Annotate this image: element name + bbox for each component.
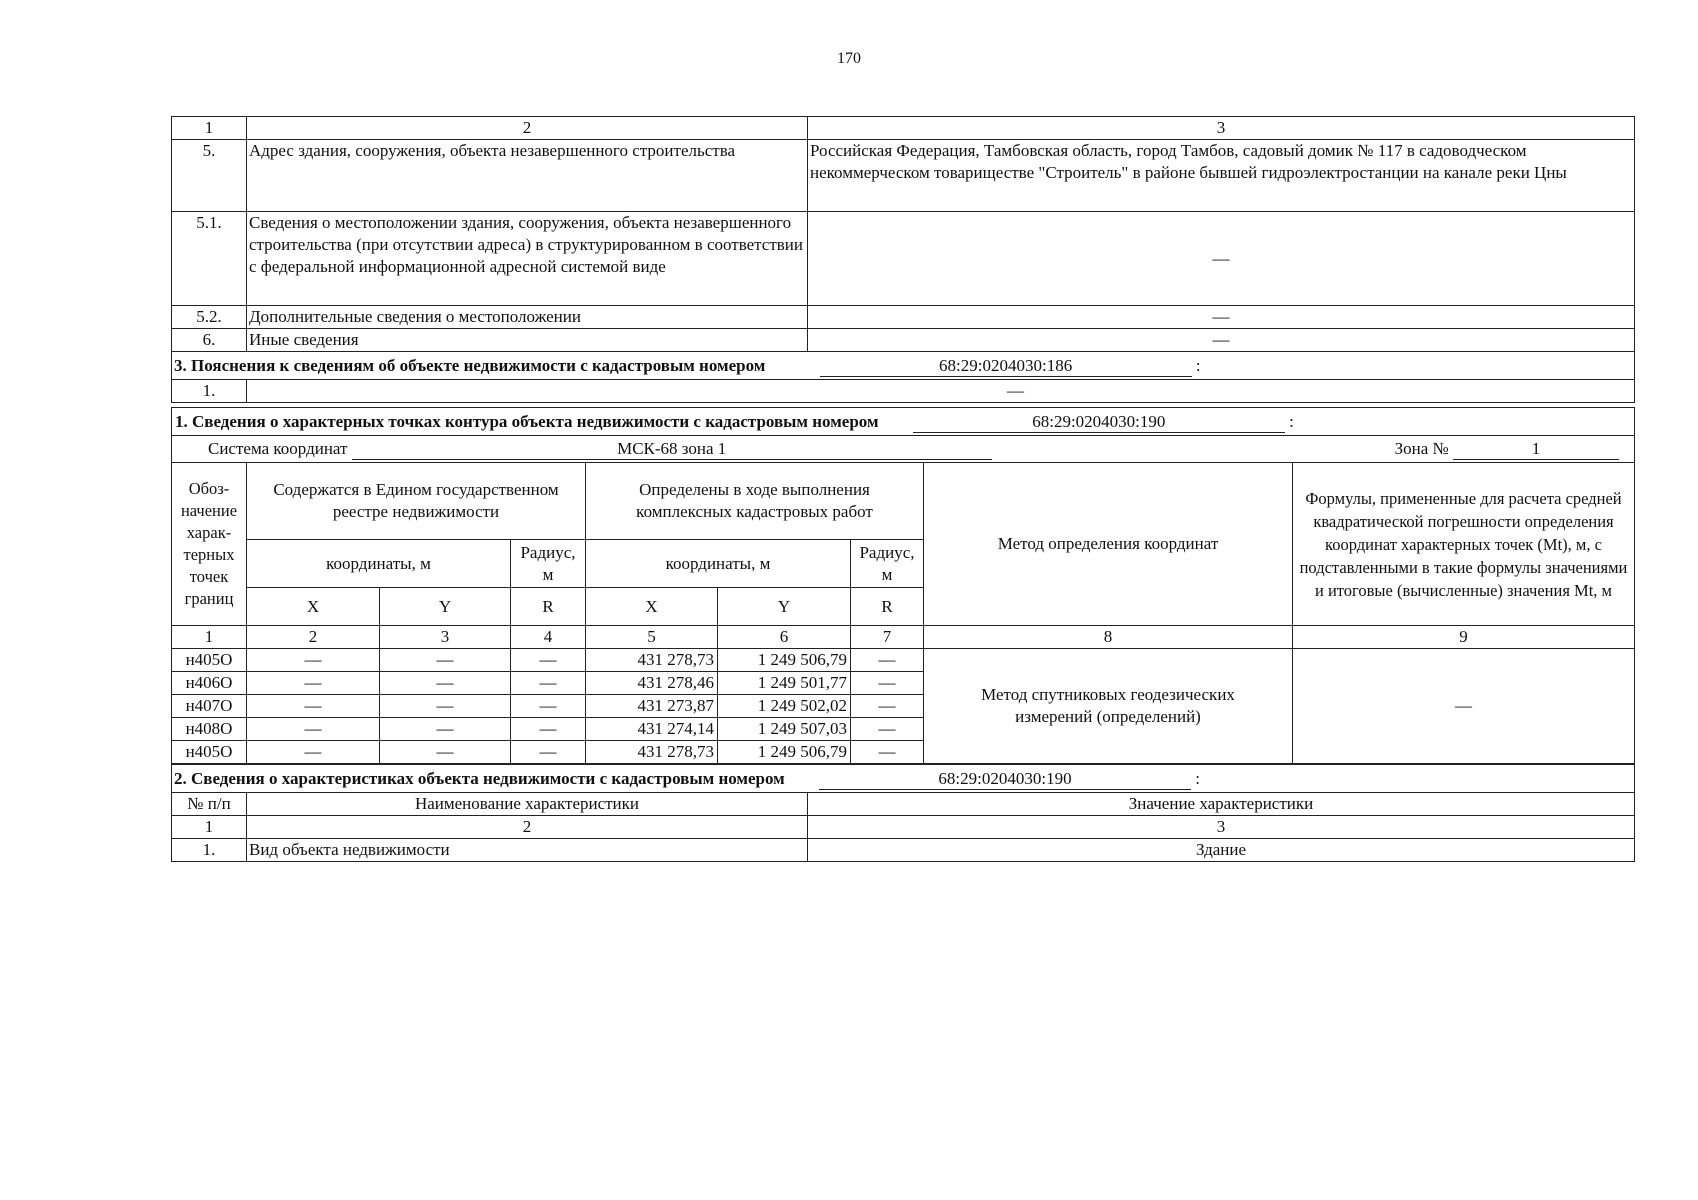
egrn-header: Содержатся в Едином государственном реестре недвижимости: [247, 463, 586, 540]
object-details-table: [171, 116, 1635, 403]
table-row: [172, 839, 1635, 862]
point-x: 431 273,87: [586, 695, 718, 718]
point-r-egrn: —: [511, 741, 586, 764]
formula-value: —: [1293, 649, 1635, 764]
table-row: [172, 329, 1635, 352]
point-x: 431 278,73: [586, 741, 718, 764]
point-x-egrn: —: [247, 672, 380, 695]
point-id: н408О: [172, 718, 247, 741]
section1-heading-row: [172, 408, 1635, 436]
point-y: 1 249 506,79: [718, 649, 851, 672]
section1-cadastral-number: 68:29:0204030:190: [913, 412, 1285, 433]
section3-cadastral-number: 68:29:0204030:186: [820, 356, 1192, 377]
row-name: Иные сведения: [247, 329, 808, 352]
point-x-egrn: —: [247, 649, 380, 672]
col-number: 9: [1293, 626, 1635, 649]
point-y-egrn: —: [380, 695, 511, 718]
coords-header-row: [172, 463, 1635, 540]
point-r-egrn: —: [511, 695, 586, 718]
zone-label: Зона №: [1394, 439, 1449, 458]
x-header: X: [586, 588, 718, 626]
col-number: 1: [172, 626, 247, 649]
row-name: Дополнительные сведения о местоположении: [247, 306, 808, 329]
table-row: [172, 380, 1635, 403]
designation-header: Обоз-начение харак-терных точек границ: [172, 463, 247, 626]
section2-title: 2. Сведения о характеристиках объекта недвижимости с кадастровым номером: [174, 768, 785, 788]
row-value: Российская Федерация, Тамбовская область, город Тамбов, садовый домик № 117 в садоводческом некоммерческом товариществе "Строитель" в районе бывшей гидроэлектростанции на канале реки Цны: [808, 140, 1635, 212]
value-header: Значение характеристики: [808, 793, 1635, 816]
point-y-egrn: —: [380, 741, 511, 764]
point-y: 1 249 502,02: [718, 695, 851, 718]
zone-value: 1: [1453, 439, 1619, 460]
document-sheet: [171, 116, 1635, 862]
row-name: Вид объекта недвижимости: [247, 839, 808, 862]
col-number: 3: [808, 816, 1635, 839]
col-number: 2: [247, 626, 380, 649]
row-value: —: [247, 380, 1635, 403]
column-numbers-row: [172, 816, 1635, 839]
row-number: 5.: [172, 140, 247, 212]
point-id: н407О: [172, 695, 247, 718]
table-row: [172, 212, 1635, 306]
col-number: 1: [172, 117, 247, 140]
col-number: 6: [718, 626, 851, 649]
point-x-egrn: —: [247, 741, 380, 764]
complex-works-header: Определены в ходе выполнения комплексных кадастровых работ: [586, 463, 924, 540]
table-row: [172, 140, 1635, 212]
col-number: 7: [851, 626, 924, 649]
formulas-header: Формулы, примененные для расчета средней квадратической погрешности определения координат характерных точек (Mt), м, с подставленными в такие формулы значениями и итоговые (вычисленные) значения Mt, м: [1293, 463, 1635, 626]
point-y-egrn: —: [380, 718, 511, 741]
y-header: Y: [380, 588, 511, 626]
section3-title: 3. Пояснения к сведениям об объекте недвижимости с кадастровым номером: [174, 355, 766, 375]
column-numbers-row: [172, 626, 1635, 649]
col-number: 2: [247, 816, 808, 839]
point-id: н406О: [172, 672, 247, 695]
coords-header: координаты, м: [586, 540, 851, 588]
y-header: Y: [718, 588, 851, 626]
section1-colon: :: [1289, 411, 1294, 431]
point-id: н405О: [172, 649, 247, 672]
radius-header: Радиус, м: [851, 540, 924, 588]
method-value: Метод спутниковых геодезических измерений (определений): [924, 649, 1293, 764]
point-r: —: [851, 672, 924, 695]
row-name: Адрес здания, сооружения, объекта незавершенного строительства: [247, 140, 808, 212]
table-header-row: [172, 117, 1635, 140]
point-y: 1 249 501,77: [718, 672, 851, 695]
col-number: 3: [380, 626, 511, 649]
col-number: 4: [511, 626, 586, 649]
coord-system-value: МСК-68 зона 1: [352, 439, 992, 460]
characteristic-points-table: [171, 407, 1635, 764]
table-header-row: [172, 793, 1635, 816]
row-value: —: [808, 212, 1635, 306]
section2-colon: :: [1195, 768, 1200, 788]
row-number: 6.: [172, 329, 247, 352]
point-r-egrn: —: [511, 672, 586, 695]
row-number: 5.2.: [172, 306, 247, 329]
point-r: —: [851, 649, 924, 672]
coordinate-system-row: [172, 436, 1635, 463]
row-number: 1.: [172, 380, 247, 403]
section3-heading-row: [172, 352, 1635, 380]
coord-system-label: Система координат: [208, 439, 348, 458]
r-header: R: [511, 588, 586, 626]
row-value: —: [808, 306, 1635, 329]
section1-title: 1. Сведения о характерных точках контура объекта недвижимости с кадастровым номером: [175, 411, 879, 431]
characteristics-table: [171, 764, 1635, 862]
name-header: Наименование характеристики: [247, 793, 808, 816]
coords-header: координаты, м: [247, 540, 511, 588]
point-y-egrn: —: [380, 649, 511, 672]
col-number: 8: [924, 626, 1293, 649]
r-header: R: [851, 588, 924, 626]
point-x: 431 278,46: [586, 672, 718, 695]
section3-colon: :: [1195, 355, 1201, 375]
col-number: 1: [172, 816, 247, 839]
section2-cadastral-number: 68:29:0204030:190: [819, 769, 1191, 790]
point-x: 431 278,73: [586, 649, 718, 672]
point-row: [172, 649, 1635, 672]
point-id: н405О: [172, 741, 247, 764]
point-r: —: [851, 741, 924, 764]
point-r-egrn: —: [511, 649, 586, 672]
radius-header: Радиус, м: [511, 540, 586, 588]
point-y: 1 249 507,03: [718, 718, 851, 741]
point-r-egrn: —: [511, 718, 586, 741]
point-r: —: [851, 718, 924, 741]
row-value: —: [808, 329, 1635, 352]
page-number: 170: [837, 50, 861, 67]
row-name: Сведения о местоположении здания, сооружения, объекта незавершенного строительства (при отсутствии адреса) в структурированном в соответствии с федеральной информационной адресной системой виде: [247, 212, 808, 306]
point-x-egrn: —: [247, 695, 380, 718]
col-number: 5: [586, 626, 718, 649]
x-header: X: [247, 588, 380, 626]
point-x: 431 274,14: [586, 718, 718, 741]
table-row: [172, 306, 1635, 329]
point-y-egrn: —: [380, 672, 511, 695]
num-header: № п/п: [172, 793, 247, 816]
row-number: 1.: [172, 839, 247, 862]
method-header: Метод определения координат: [924, 463, 1293, 626]
point-x-egrn: —: [247, 718, 380, 741]
section2-heading-row: [172, 765, 1635, 793]
point-r: —: [851, 695, 924, 718]
row-number: 5.1.: [172, 212, 247, 306]
point-y: 1 249 506,79: [718, 741, 851, 764]
col-number: 2: [247, 117, 808, 140]
col-number: 3: [808, 117, 1635, 140]
row-value: Здание: [808, 839, 1635, 862]
